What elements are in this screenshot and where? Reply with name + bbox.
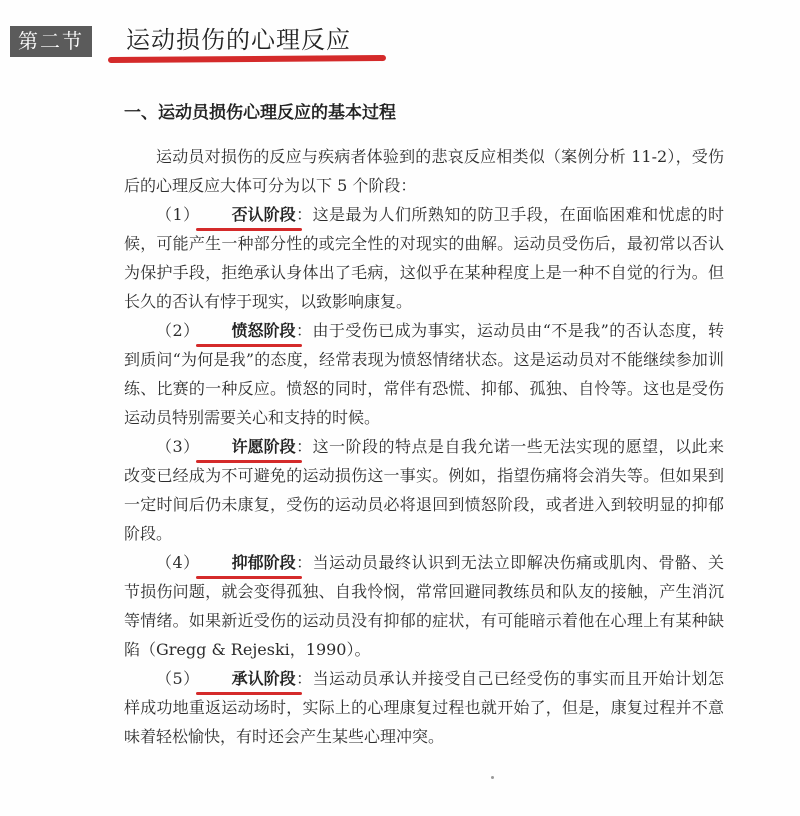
stage-paragraph-3: [124, 432, 724, 548]
stage-term: 抑郁阶段: [200, 548, 296, 577]
stage-colon: ：: [295, 205, 313, 224]
section-label: 第二节: [10, 26, 92, 57]
subheading: 一、运动员损伤心理反应的基本过程: [124, 103, 396, 123]
stage-number: （1）: [156, 205, 200, 224]
stage-term: 承认阶段: [200, 664, 296, 693]
stage-number: （5）: [156, 669, 200, 688]
stage-paragraph-2: [124, 316, 724, 432]
stage-colon: ：: [295, 321, 313, 340]
stage-text: 这是最为人们所熟知的防卫手段，在面临困难和忧虑的时候，可能产生一种部分性的或完全性的对现实的曲解。运动员受伤后，最初常以否认为保护手段，拒绝承认身体出了毛病，这似乎在某种程度上是一种不自觉的行为。但长久的否认有悖于现实，以致影响康复。: [124, 205, 724, 311]
body-text: [124, 142, 724, 751]
stage-number: （3）: [156, 437, 200, 456]
stage-colon: ：: [295, 669, 313, 688]
stage-term: 许愿阶段: [200, 432, 296, 461]
stage-text: 这一阶段的特点是自我允诺一些无法实现的愿望，以此来改变已经成为不可避免的运动损伤这一事实。例如，指望伤痛将会消失等。但如果到一定时间后仍未康复，受伤的运动员必将退回到愤怒阶段，或者进入到较明显的抑郁阶段。: [124, 437, 724, 543]
stage-text: 当运动员承认并接受自己已经受伤的事实而且开始计划怎样成功地重返运动场时，实际上的心理康复过程也就开始了，但是，康复过程并不意味着轻松愉快，有时还会产生某些心理冲突。: [124, 669, 724, 746]
stage-term: 愤怒阶段: [200, 316, 296, 345]
stage-paragraph-1: [124, 200, 724, 316]
stage-paragraph-4: [124, 548, 724, 664]
stage-number: （4）: [156, 553, 200, 572]
stage-text: 当运动员最终认识到无法立即解决伤痛或肌肉、骨骼、关节损伤问题，就会变得孤独、自我怜悯，常常回避同教练员和队友的接触，产生消沉等情绪。如果新近受伤的运动员没有抑郁的症状，有可能暗示着他在心理上有某种缺陷（Gregg & Rejeski，1990）。: [124, 553, 724, 659]
stage-paragraph-5: [124, 664, 724, 751]
stage-colon: ：: [295, 437, 313, 456]
section-title: 运动损伤的心理反应: [126, 26, 351, 54]
intro-paragraph: 运动员对损伤的反应与疾病者体验到的悲哀反应相类似（案例分析 11-2），受伤后的心理反应大体可分为以下 5 个阶段：: [124, 147, 724, 195]
stage-term: 否认阶段: [200, 200, 296, 229]
page-speck: [491, 776, 494, 779]
stage-number: （2）: [156, 321, 200, 340]
title-red-underline: [108, 55, 386, 63]
stage-colon: ：: [295, 553, 313, 572]
stage-text: 由于受伤已成为事实，运动员由“不是我”的否认态度，转到质问“为何是我”的态度，经常表现为愤怒情绪状态。这是运动员对不能继续参加训练、比赛的一种反应。愤怒的同时，常伴有恐慌、抑郁、孤独、自怜等。这也是受伤运动员特别需要关心和支持的时候。: [124, 321, 724, 427]
